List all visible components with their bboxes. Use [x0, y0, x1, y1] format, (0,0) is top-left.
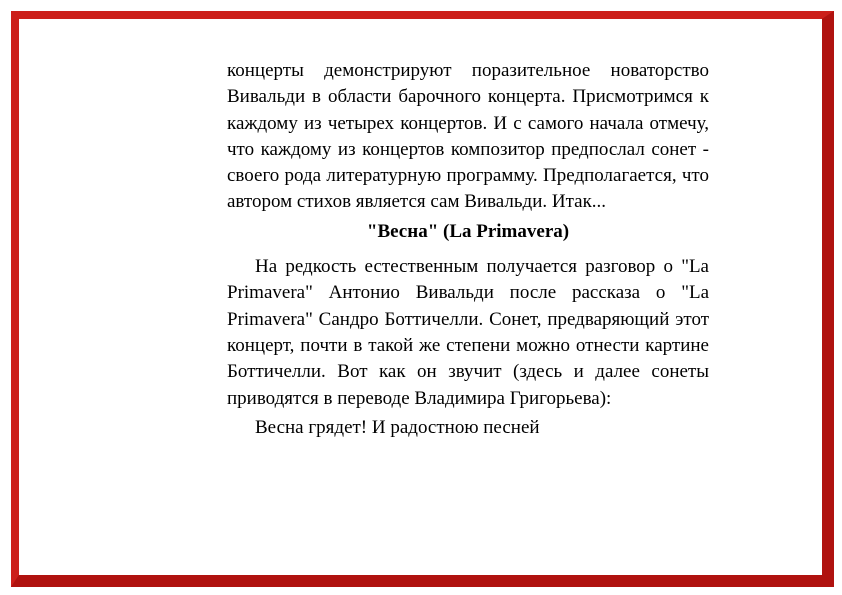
text-column [227, 58, 709, 441]
poem-line: Весна грядет! И радостною песней [255, 416, 540, 438]
intro-paragraph: концерты демонстрируют поразительное новаторство Вивальди в области барочного концерта. Присмотримся к каждому из четырех концертов. И с самого начала отмечу, что каждому из концертов композитор предпослал сонет - своего рода литературную программу. Предполагается, что автором стихов является сам Вивальди. Итак... [227, 60, 709, 213]
section-heading: "Весна" (La Primavera) [366, 220, 570, 242]
body-paragraph: На редкость естественным получается разговор о "La Primavera" Антонио Вивальди после рассказа о "La Primavera" Сандро Боттичелли. Сонет, предваряющий этот концерт, почти в такой же степени можно отнести картине Боттичелли. Вот как он звучит (здесь и далее сонеты приводятся в переводе Владимира Григорьева): [227, 256, 709, 409]
